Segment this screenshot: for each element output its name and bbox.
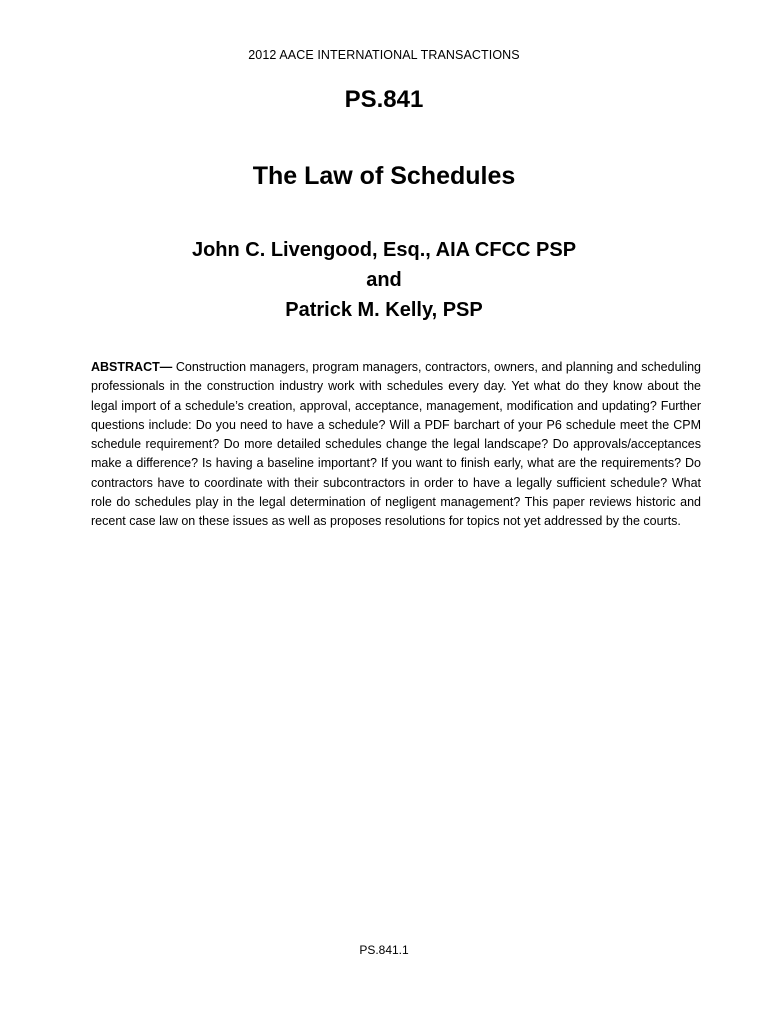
page-footer-number: PS.841.1 — [359, 943, 409, 957]
abstract-label: ABSTRACT— — [91, 360, 173, 374]
author-conjunction: and — [366, 269, 402, 291]
running-header: 2012 AACE INTERNATIONAL TRANSACTIONS — [248, 48, 520, 62]
abstract-paragraph — [91, 358, 701, 532]
paper-title: The Law of Schedules — [252, 162, 516, 190]
author-primary: John C. Livengood, Esq., AIA CFCC PSP — [191, 239, 577, 261]
paper-number: PS.841 — [344, 86, 424, 113]
abstract-text: Construction managers, program managers, contractors, owners, and planning and scheduling professionals in the construction industry work with schedules every day. Yet what do they know about the legal import of a schedule’s creation, approval, acceptance, management, modification and updating? Further questions include: Do you need to have a schedule? Will a PDF barchart of your P6 schedule meet the CPM schedule requirement? Do more detailed schedules change the legal landscape? Do approvals/acceptances make a difference? Is having a baseline important? If you want to finish early, what are the requirements? Do contractors have to coordinate with their subcontractors in order to have a legally sufficient schedule? What role do schedules play in the legal determination of negligent management? This paper reviews historic and recent case law on these issues as well as proposes resolutions for topics not yet addressed by the courts. — [91, 360, 701, 529]
author-block — [0, 235, 768, 325]
author-secondary: Patrick M. Kelly, PSP — [285, 299, 483, 321]
